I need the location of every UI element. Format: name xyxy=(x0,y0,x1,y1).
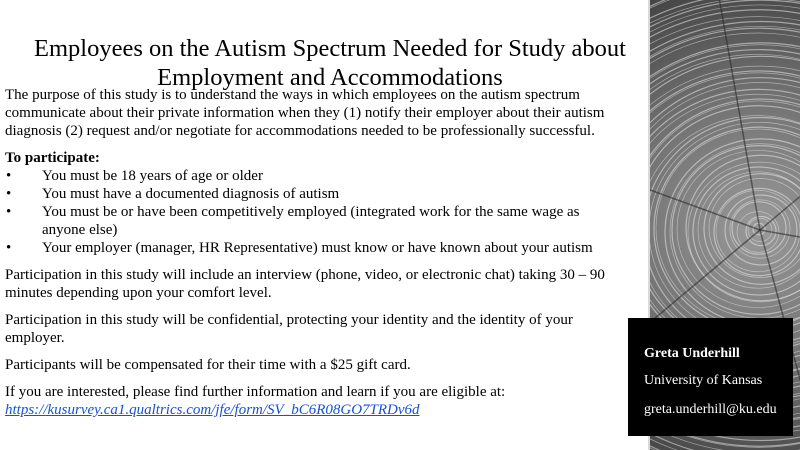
compensation-paragraph: Participants will be compensated for their time with a $25 gift card. xyxy=(5,357,411,373)
page-title: Employees on the Autism Spectrum Needed for Study about Employment and Accommodations xyxy=(34,35,626,91)
purpose-paragraph: The purpose of this study is to understand the ways in which employees on the autism spectrum communicate about their private information when they (1) notify their employer about their autism diagnosis (2) request and/or negotiate for accommodations needed to be professionally successful. xyxy=(5,87,605,139)
requirement-item: • You must be or have been competitively employed (integrated work for the same wage as anyone else) xyxy=(5,203,620,239)
contact-email[interactable]: greta.underhill@ku.edu xyxy=(644,402,777,417)
flyer-body xyxy=(5,86,620,419)
survey-link[interactable]: https://kusurvey.ca1.qualtrics.com/jfe/form/SV_bC6R08GO7TRDv6d xyxy=(5,402,420,418)
participate-heading: To participate: xyxy=(5,150,100,166)
contact-organization: University of Kansas xyxy=(644,373,763,388)
interest-paragraph: If you are interested, please find further information and learn if you are eligible at: xyxy=(5,384,506,400)
requirement-item: • You must have a documented diagnosis of autism xyxy=(5,185,620,203)
interview-paragraph: Participation in this study will include an interview (phone, video, or electronic chat) taking 30 – 90 minutes depending upon your comfort level. xyxy=(5,267,605,301)
contact-card xyxy=(628,318,793,436)
contact-name: Greta Underhill xyxy=(644,346,740,361)
requirement-item: • Your employer (manager, HR Representative) must know or have known about your autism xyxy=(5,239,620,257)
confidentiality-paragraph: Participation in this study will be confidential, protecting your identity and the identity of your employer. xyxy=(5,312,573,346)
requirements-list xyxy=(5,167,620,257)
requirement-item: • You must be 18 years of age or older xyxy=(5,167,620,185)
